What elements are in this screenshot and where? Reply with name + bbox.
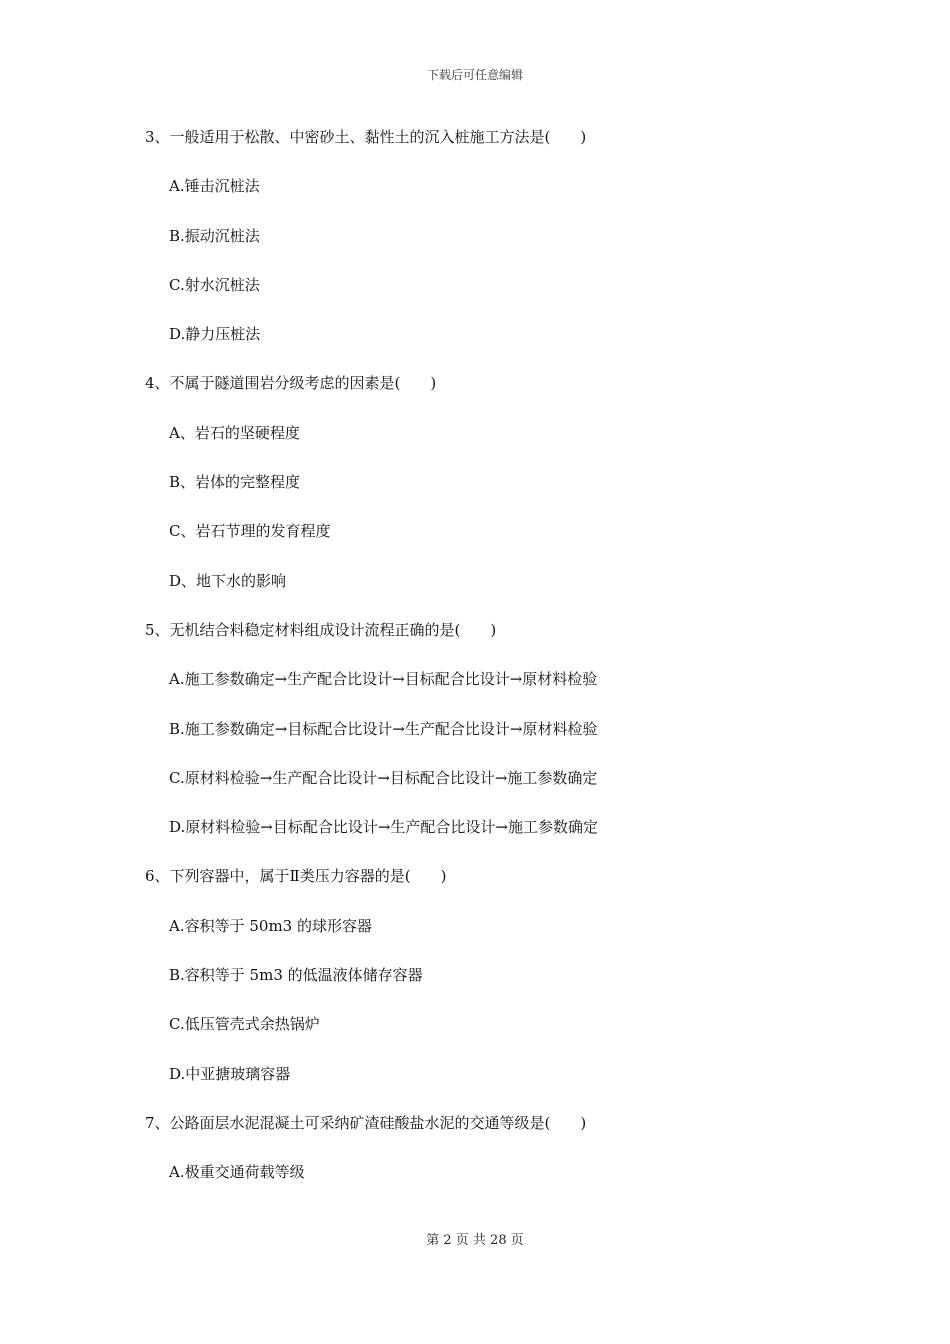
answer-option: D、地下水的影响 (169, 571, 287, 590)
answer-option: C、岩石节理的发育程度 (169, 522, 331, 541)
answer-option: D.中亚搪玻璃容器 (169, 1064, 291, 1083)
answer-option: A.施工参数确定→生产配合比设计→目标配合比设计→原材料检验 (169, 670, 598, 689)
answer-option: D.原材料检验→目标配合比设计→生产配合比设计→施工参数确定 (169, 818, 598, 837)
answer-option: B、岩体的完整程度 (169, 473, 301, 492)
answer-option: C.原材料检验→生产配合比设计→目标配合比设计→施工参数确定 (169, 768, 598, 787)
answer-option: B.施工参数确定→目标配合比设计→生产配合比设计→原材料检验 (169, 719, 598, 738)
question-list (145, 122, 845, 1207)
answer-option: A.锤击沉桩法 (169, 177, 260, 196)
answer-option: A.极重交通荷载等级 (169, 1163, 305, 1182)
question-stem: 6、下列容器中，属于Ⅱ类压力容器的是( ) (145, 867, 447, 886)
page-footer: 第 2 页 共 28 页 (426, 1233, 524, 1248)
question-stem: 4、不属于隧道围岩分级考虑的因素是( ) (145, 374, 437, 393)
page-header: 下载后可任意编辑 (426, 68, 523, 82)
question-stem: 5、无机结合料稳定材料组成设计流程正确的是( ) (145, 620, 497, 639)
answer-option: A、岩石的坚硬程度 (169, 423, 300, 442)
answer-option: B.振动沉桩法 (169, 226, 260, 245)
question-stem: 3、一般适用于松散、中密砂土、黏性土的沉入桩施工方法是( ) (145, 128, 587, 146)
answer-option: C.低压管壳式余热锅炉 (169, 1015, 320, 1034)
answer-option: B.容积等于 5m3 的低温液体储存容器 (169, 966, 423, 985)
question-stem: 7、公路面层水泥混凝土可采纳矿渣硅酸盐水泥的交通等级是( ) (145, 1113, 587, 1132)
answer-option: C.射水沉桩法 (169, 275, 260, 294)
answer-option: D.静力压桩法 (169, 325, 261, 344)
answer-option: A.容积等于 50m3 的球形容器 (169, 916, 372, 935)
